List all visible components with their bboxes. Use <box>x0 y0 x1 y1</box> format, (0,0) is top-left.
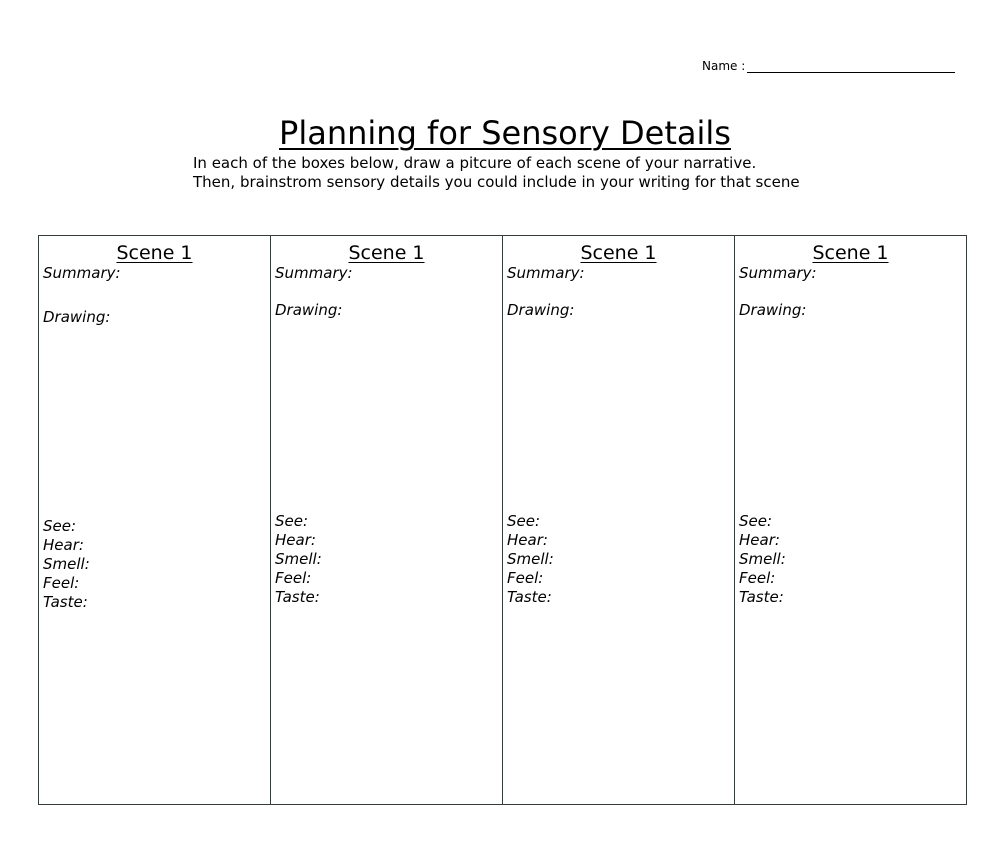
senses-list <box>43 517 90 612</box>
see-label: See: <box>43 517 77 535</box>
smell-label: Smell: <box>739 550 786 568</box>
scene-box-1[interactable] <box>39 236 271 804</box>
feel-label: Feel: <box>739 569 776 587</box>
drawing-label: Drawing: <box>507 301 575 319</box>
instructions <box>193 154 800 192</box>
senses-list <box>739 512 786 607</box>
hear-label: Hear: <box>507 531 548 549</box>
feel-label: Feel: <box>43 574 80 592</box>
scene-box-3[interactable] <box>503 236 735 804</box>
hear-label: Hear: <box>43 536 84 554</box>
scene-title: Scene 1 <box>580 242 657 264</box>
scene-grid <box>38 235 967 805</box>
summary-label: Summary: <box>43 264 121 282</box>
name-field[interactable] <box>702 59 955 73</box>
taste-label: Taste: <box>507 588 552 606</box>
page-title: Planning for Sensory Details <box>279 114 731 152</box>
smell-label: Smell: <box>275 550 322 568</box>
feel-label: Feel: <box>507 569 544 587</box>
see-label: See: <box>507 512 541 530</box>
see-label: See: <box>739 512 773 530</box>
senses-list <box>507 512 554 607</box>
smell-label: Smell: <box>43 555 90 573</box>
instructions-line-2: Then, brainstrom sensory details you could include in your writing for that scene <box>193 173 800 191</box>
name-label: Name : <box>702 59 746 73</box>
summary-label: Summary: <box>739 264 817 282</box>
scene-title: Scene 1 <box>812 242 889 264</box>
drawing-label: Drawing: <box>275 301 343 319</box>
summary-label: Summary: <box>507 264 585 282</box>
scene-title: Scene 1 <box>348 242 425 264</box>
senses-list <box>275 512 322 607</box>
scene-box-2[interactable] <box>271 236 503 804</box>
feel-label: Feel: <box>275 569 312 587</box>
name-line[interactable] <box>747 59 955 73</box>
hear-label: Hear: <box>739 531 780 549</box>
drawing-label: Drawing: <box>739 301 807 319</box>
hear-label: Hear: <box>275 531 316 549</box>
instructions-line-1: In each of the boxes below, draw a pitcure of each scene of your narrative. <box>193 154 757 172</box>
scene-box-4[interactable] <box>735 236 966 804</box>
see-label: See: <box>275 512 309 530</box>
taste-label: Taste: <box>275 588 320 606</box>
summary-label: Summary: <box>275 264 353 282</box>
smell-label: Smell: <box>507 550 554 568</box>
taste-label: Taste: <box>43 593 88 611</box>
drawing-label: Drawing: <box>43 308 111 326</box>
taste-label: Taste: <box>739 588 784 606</box>
scene-title: Scene 1 <box>116 242 193 264</box>
